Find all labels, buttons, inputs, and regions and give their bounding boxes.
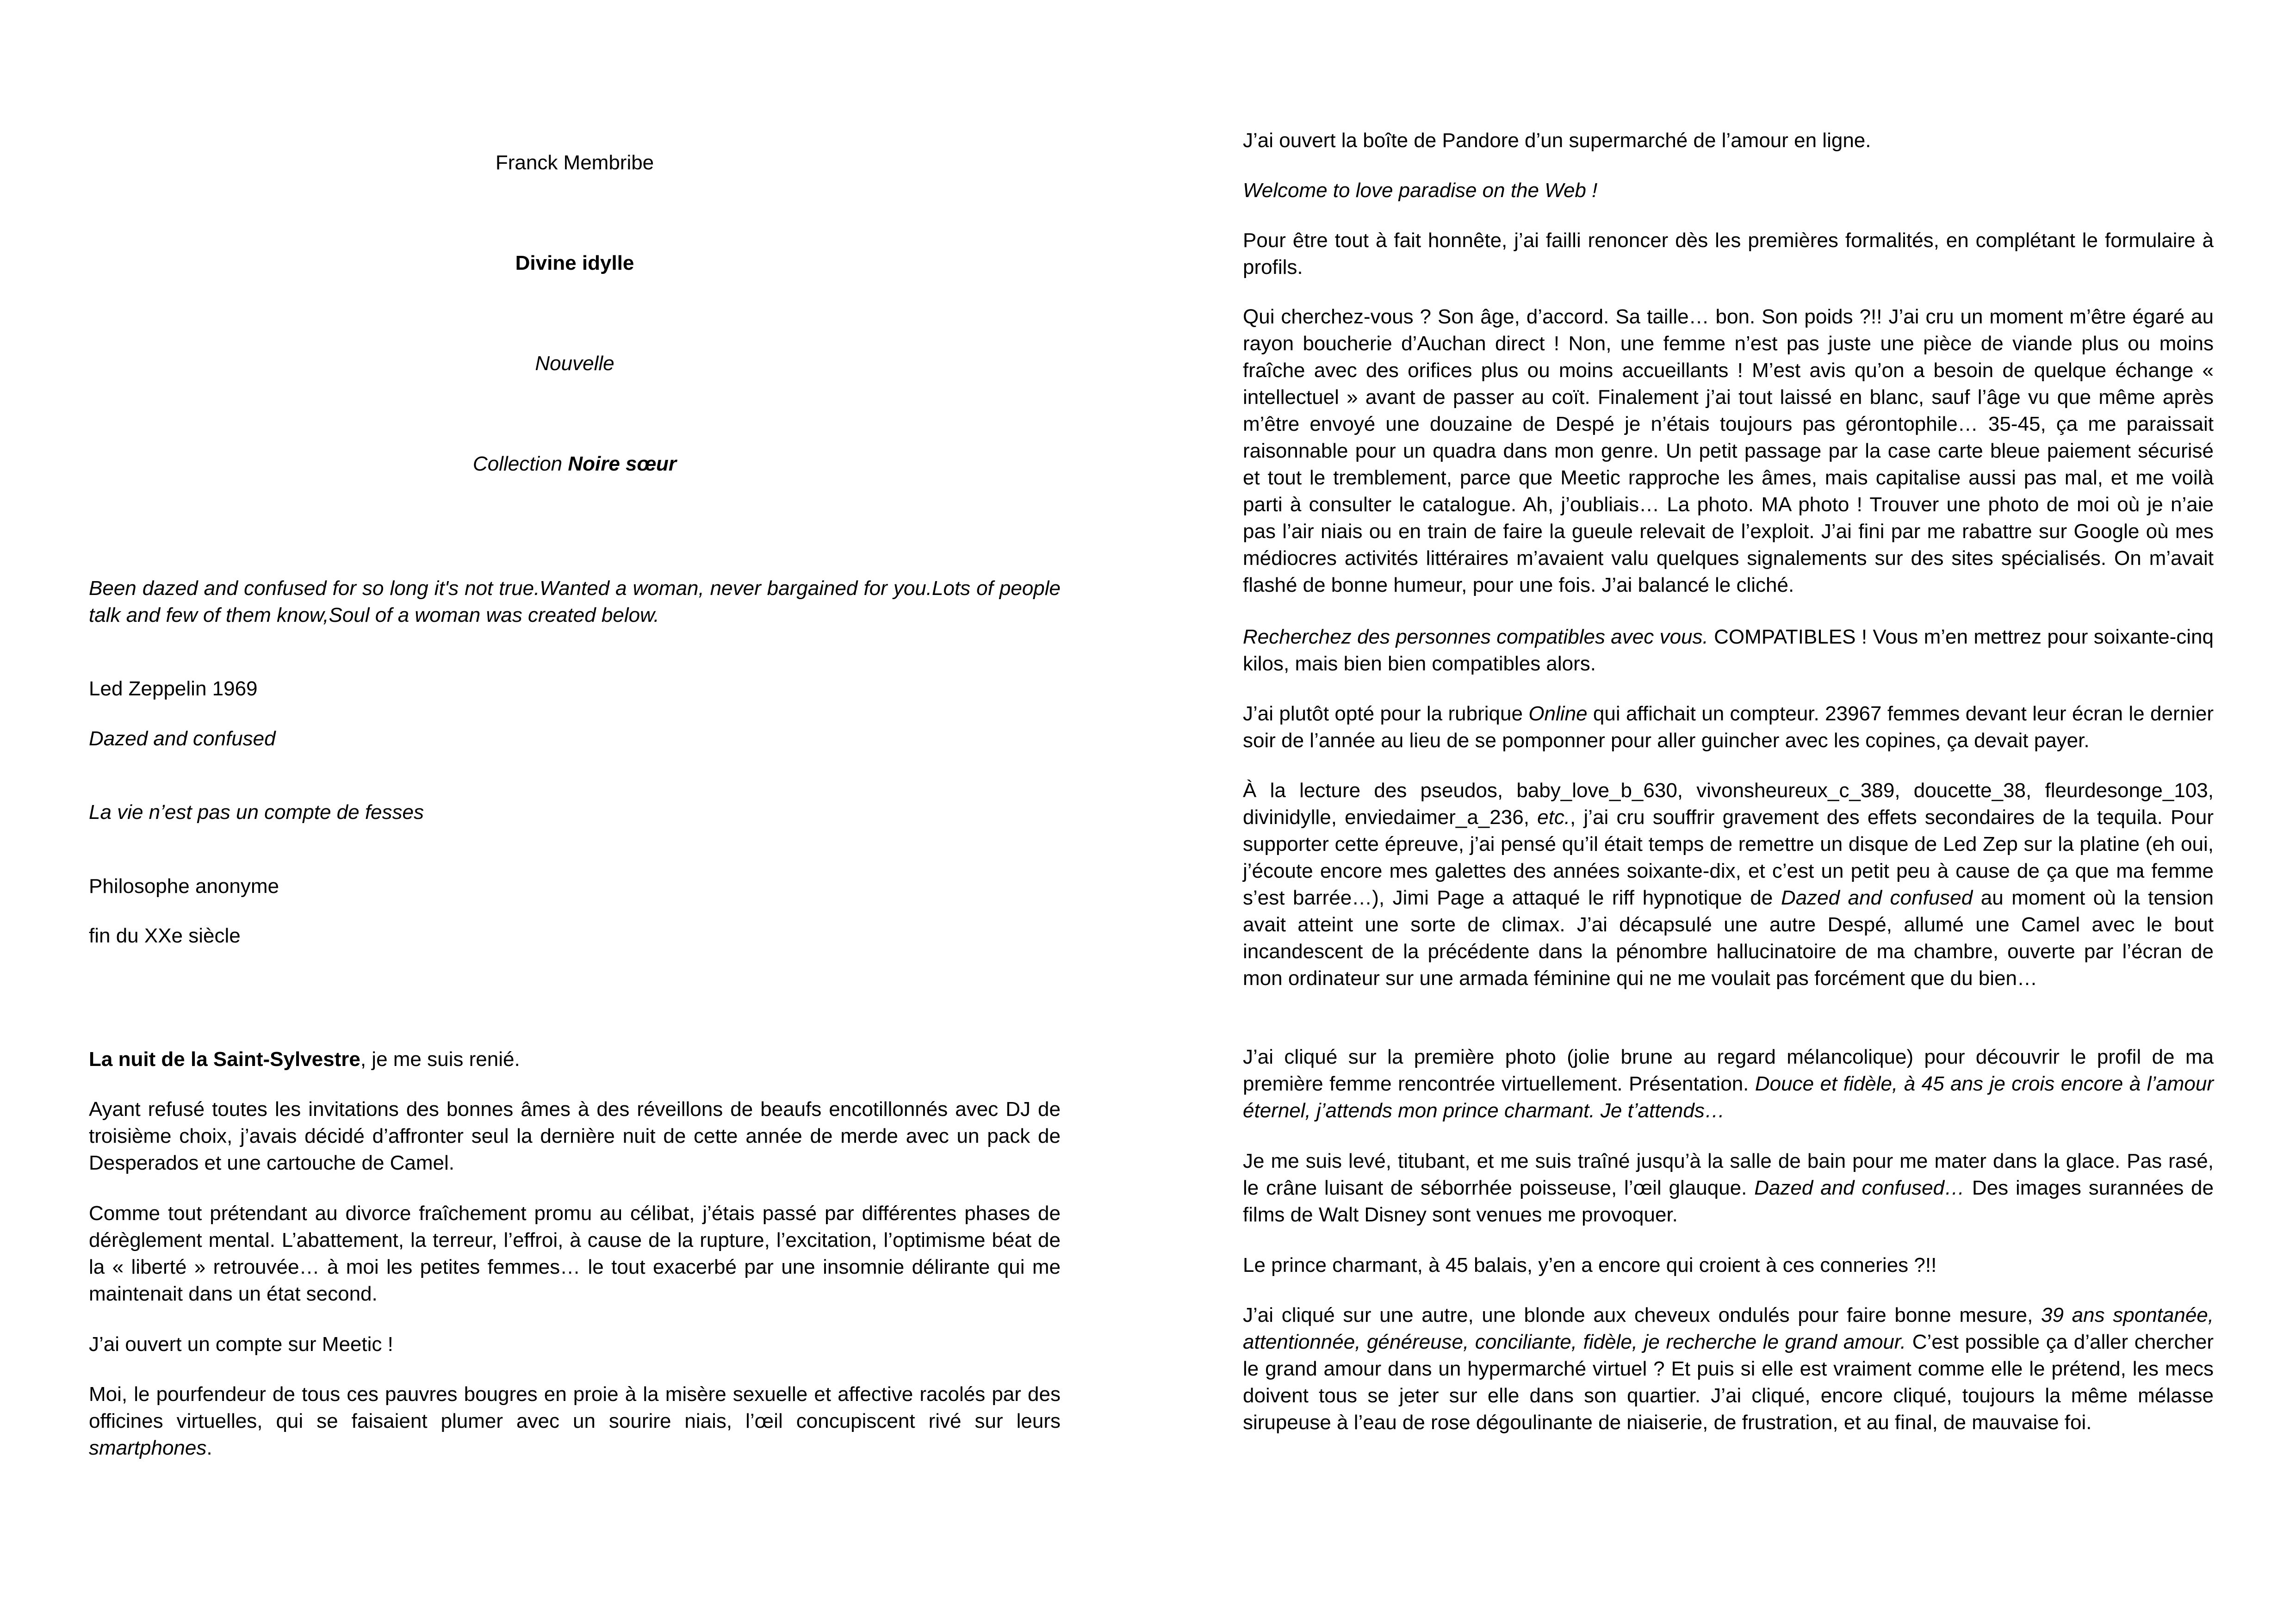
- right-paragraph-9: [1243, 1148, 2214, 1228]
- paragraph-opening: [89, 1046, 1061, 1073]
- story-genre: Nouvelle: [535, 352, 614, 375]
- author-name: Franck Membribe: [495, 151, 654, 174]
- r6-text-b: qui affichait un compteur. 23967 femmes devant leur écran le dernier soir de l’année au lieu de se pomponner pour aller guincher avec les copines, ça devait payer.: [1243, 702, 2214, 752]
- collection-line: [89, 451, 1061, 477]
- r8-text: J’ai cliqué sur la première photo (jolie brune au regard mélancolique) pour découvrir le profil de ma première femme rencontrée virtuellement. Présentation.: [1243, 1046, 2214, 1095]
- r11-text-b: C’est possible ça d’aller chercher le grand amour dans un hypermarché virtuel ? Et puis si elle est vraiment comme elle le prétend, les mecs doivent tous se jeter sur elle dans son quartier. J’ai cliqué, encore cliqué, toujours la même mélasse sirupeuse à l’eau de rose dégoulinante de niaiserie, de frustration, et au final, de mauvaise foi.: [1243, 1331, 2214, 1434]
- p5-text: Moi, le pourfendeur de tous ces pauvres bougres en proie à la misère sexuelle et affective racolés par des officines virtuelles, qui se faisaient plumer avec un sourire niais, l’œil concupiscent rivé sur leurs: [89, 1383, 1061, 1432]
- r7-italic: etc.: [1537, 806, 1570, 829]
- right-paragraph-2: Welcome to love paradise on the Web !: [1243, 179, 1598, 202]
- paragraph-3: Comme tout prétendant au divorce fraîchement promu au célibat, j’étais passé par différentes phases de dérèglement mental. L’abattement, la terreur, l’effroi, à cause de la rupture, l’excitation, l’optimisme béat de la « liberté » retrouvée… à moi les petites femmes… le tout exacerbé par une insomnie délirante qui me maintenait dans un état second.: [89, 1202, 1061, 1305]
- r11-italic: 39 ans spontanée, attentionnée, généreuse, conciliante, fidèle, je recherche le grand amour.: [1243, 1304, 2214, 1353]
- right-paragraph-8: [1243, 1044, 2214, 1124]
- right-paragraph-6: [1243, 700, 2214, 754]
- p5-end: .: [206, 1437, 212, 1459]
- epigraph2-quote: La vie n’est pas un compte de fesses: [89, 801, 424, 824]
- paragraph-4: J’ai ouvert un compte sur Meetic !: [89, 1333, 393, 1356]
- r8-italic: Douce et fidèle, à 45 ans je crois encore à l’amour éternel, j’attends mon prince charmant. Je t’attends…: [1243, 1072, 2214, 1122]
- r6-text-a: J’ai plutôt opté pour la rubrique: [1243, 702, 1529, 725]
- r7-text-c: au moment où la tension avait atteint une sorte de climax. J’ai décapsulé une autre Despé, allumé une Camel avec le bout incandescent de la précédente dans la pénombre hallucinatoire de ma chambre, ouverte par l’écran de mon ordinateur sur une armada féminine qui ne me voulait pas forcément que du bien…: [1243, 886, 2214, 990]
- opening-bold: La nuit de la Saint-Sylvestre: [89, 1048, 360, 1071]
- epigraph-song: Dazed and confused: [89, 727, 276, 750]
- r6-italic: Online: [1528, 702, 1588, 725]
- right-paragraph-11: [1243, 1302, 2214, 1436]
- right-paragraph-3: Pour être tout à fait honnête, j’ai failli renoncer dès les premières formalités, en complétant le formulaire à profils.: [1243, 229, 2214, 279]
- epigraph2-author: Philosophe anonyme: [89, 875, 279, 898]
- opening-rest: , je me suis renié.: [360, 1048, 520, 1071]
- right-paragraph-5: [1243, 624, 2214, 677]
- r7-italic-2: Dazed and confused: [1781, 886, 1973, 909]
- right-paragraph-7: [1243, 777, 2214, 992]
- right-paragraph-1: J’ai ouvert la boîte de Pandore d’un supermarché de l’amour en ligne.: [1243, 129, 1871, 152]
- r7-text-a: À la lecture des pseudos, baby_love_b_630, vivonsheureux_c_389, doucette_38, fleurdesonge_103, divinidylle, enviedaimer_a_236,: [1243, 779, 2214, 829]
- epigraph2-date: fin du XXe siècle: [89, 924, 241, 947]
- epigraph-lyrics: Been dazed and confused for so long it's not true.Wanted a woman, never bargained for you.Lots of people talk and few of them know,Soul of a woman was created below.: [89, 577, 1061, 626]
- right-paragraph-10: Le prince charmant, à 45 balais, y’en a encore qui croient à ces conneries ?!!: [1243, 1254, 1937, 1276]
- r7-text-b: , j’ai cru souffrir gravement des effets secondaires de la tequila. Pour supporter cette épreuve, j’ai pensé qu’il était temps de remettre un disque de Led Zep sur la platine (eh oui, j’écoute encore mes galettes des années soixante-dix, et c’est un petit peu à cause de ça que ma femme s’est barrée…), Jimi Page a attaqué le riff hypnotique de: [1243, 806, 2214, 909]
- r9-italic: Dazed and confused…: [1754, 1177, 1965, 1199]
- r5-text: COMPATIBLES ! Vous m’en mettrez pour soixante-cinq kilos, mais bien bien compatibles alors.: [1243, 626, 2214, 675]
- epigraph-artist: Led Zeppelin 1969: [89, 677, 258, 700]
- r11-text-a: J’ai cliqué sur une autre, une blonde aux cheveux ondulés pour faire bonne mesure,: [1243, 1304, 2042, 1326]
- collection-name: Noire sœur: [568, 452, 677, 475]
- r9-text-b: Des images surannées de films de Walt Disney sont venues me provoquer.: [1243, 1177, 2214, 1226]
- r9-text-a: Je me suis levé, titubant, et me suis traîné jusqu’à la salle de bain pour me mater dans la glace. Pas rasé, le crâne luisant de séborrhée poisseuse, l’œil glauque.: [1243, 1150, 2214, 1199]
- right-paragraph-4: Qui cherchez-vous ? Son âge, d’accord. Sa taille… bon. Son poids ?!! J’ai cru un moment m’être égaré au rayon boucherie d’Auchan direct ! Non, une femme n’est pas juste une pièce de viande plus ou moins fraîche avec des orifices plus ou moins accueillants ! M’est avis qu’on a besoin de quelque échange « intellectuel » avant de passer au coït. Finalement j’ai tout laissé en blanc, sauf l’âge vu que même après m’être envoyé une douzaine de Despé je n’étais toujours pas gérontophile… 35-45, ça me paraissait raisonnable pour un quadra dans mon genre. Un petit passage par la case carte bleue paiement sécurisé et tout le tremblement, parce que Meetic rapproche les âmes, mais capitalise aussi pas mal, et me voilà parti à consulter le catalogue. Ah, j’oubliais… La photo. MA photo ! Trouver une photo de moi où je n’aie pas l’air niais ou en train de faire la gueule relevait de l’exploit. J’ai fini par me rabattre sur Google où mes médiocres activités littéraires m’avaient valu quelques signalements sur des sites spécialisés. On m’avait flashé de bonne humeur, pour une fois. J’ai balancé le cliché.: [1243, 305, 2214, 596]
- paragraph-5: [89, 1381, 1061, 1462]
- r5-italic: Recherchez des personnes compatibles avec vous.: [1243, 626, 1708, 648]
- p5-italic: smartphones: [89, 1437, 207, 1459]
- story-title: Divine idylle: [515, 252, 634, 274]
- paragraph-2: Ayant refusé toutes les invitations des bonnes âmes à des réveillons de beaufs encotillonnés avec DJ de troisième choix, j’avais décidé d’affronter seul la dernière nuit de cette année de merde avec un pack de Desperados et une cartouche de Camel.: [89, 1098, 1061, 1174]
- collection-prefix: Collection: [472, 452, 568, 475]
